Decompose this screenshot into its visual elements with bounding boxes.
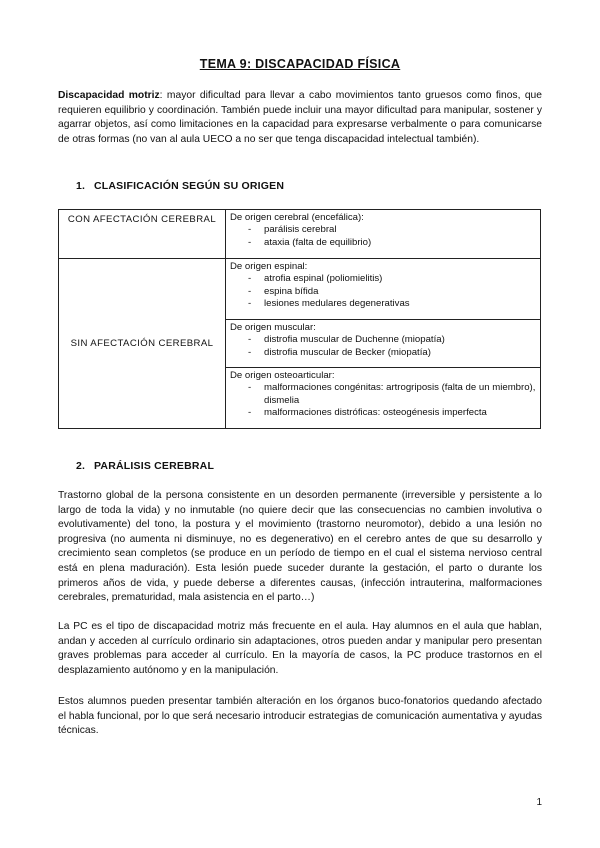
section-1-number: 1. [76, 180, 86, 192]
page-title-text: TEMA 9: DISCAPACIDAD FÍSICA [199, 57, 401, 71]
row-2-label: SIN AFECTACIÓN CEREBRAL [59, 259, 226, 429]
page-number: 1 [536, 797, 542, 808]
page-title [0, 57, 600, 71]
muscular-head: De origen muscular: [230, 322, 316, 333]
section-1-heading [76, 180, 284, 192]
section-2-title: PARÁLISIS CEREBRAL [94, 460, 215, 472]
muscular-cell [226, 320, 541, 368]
list-item: - malformaciones distróficas: osteogénesis imperfecta [248, 407, 536, 419]
section-2-number: 2. [76, 460, 86, 472]
list-item: - parálisis cerebral [248, 224, 536, 236]
list-item: - lesiones medulares degenerativas [248, 298, 536, 310]
cerebral-head: De origen cerebral (encefálica): [230, 212, 364, 223]
list-item: - distrofia muscular de Duchenne (miopatía) [248, 334, 536, 346]
osteoarticular-cell [226, 368, 541, 429]
list-item: - espina bífida [248, 286, 536, 298]
section-1-title: CLASIFICACIÓN SEGÚN SU ORIGEN [94, 180, 285, 192]
row-1-content [226, 210, 541, 259]
table-row [59, 210, 541, 259]
intro-paragraph [58, 89, 542, 147]
classification-table [58, 209, 541, 429]
paragraph-pc-communication: Estos alumnos pueden presentar también alteración en los órganos buco-fonatorios quedando afectado el habla funcional, por lo que será necesario introducir estrategias de comunicación aumentativa y ayudas técnicas. [58, 696, 542, 737]
spinal-head: De origen espinal: [230, 261, 308, 272]
muscular-list [230, 334, 536, 359]
spinal-cell [226, 259, 541, 320]
intro-text: : mayor dificultad para llevar a cabo movimientos tanto gruesos como finos, que requieren equilibrio y coordinación. También puede incluir una mayor dificultad para manipular, sostener y agarrar objetos, así como limitaciones en la capacidad para expresarse verbalmente o para comunicarse de otras formas (no van al aula UECO a no ser que tenga discapacidad intelectual también). [58, 90, 542, 145]
paragraph-pc-definition: Trastorno global de la persona consistente en un desorden permanente (irreversible y persistente a lo largo de toda la vida) y no inmutable (no quiere decir que las consecuencias no cambien involutiva o evolutivamente) del tono, la postura y el movimiento (trastorno neuromotor), debido a una lesión no progresiva (no aumenta ni disminuye, no es degenerativo) en el cerebro antes de que su desarrollo y crecimiento sean completos (se produce en un período de tiempo en el cual el sistema nervioso central está en plena maduración). Esta lesión puede suceder durante la gestación, el parto o durante los primeros años de vida, y puede deberse a diferentes causas, (infección intrauterina, malformaciones cerebrales, prematuridad, mala asistencia en el parto…) [58, 490, 542, 604]
list-item: - atrofia espinal (poliomielitis) [248, 273, 536, 285]
table-row [59, 259, 541, 320]
list-item: - malformaciones congénitas: artrogriposis (falta de un miembro), dismelia [248, 382, 536, 407]
paragraph-pc-classroom: La PC es el tipo de discapacidad motriz más frecuente en el aula. Hay alumnos en el aula que hablan, andan y acceden al currículo ordinario sin adaptaciones, otros pueden andar y manipular pero presentan graves problemas para acceder al currículo. En la mayoría de casos, la PC produce trastornos en el desplazamiento autónomo y en la manipulación. [58, 621, 542, 676]
intro-term: Discapacidad motriz [58, 90, 160, 101]
spinal-list [230, 273, 536, 310]
cerebral-list [230, 224, 536, 249]
row-1-label: CON AFECTACIÓN CEREBRAL [59, 210, 226, 259]
section-2-heading [76, 460, 214, 472]
list-item: - distrofia muscular de Becker (miopatía) [248, 347, 536, 359]
osteoarticular-head: De origen osteoarticular: [230, 370, 335, 381]
osteoarticular-list [230, 382, 536, 419]
list-item: - ataxia (falta de equilibrio) [248, 237, 536, 249]
